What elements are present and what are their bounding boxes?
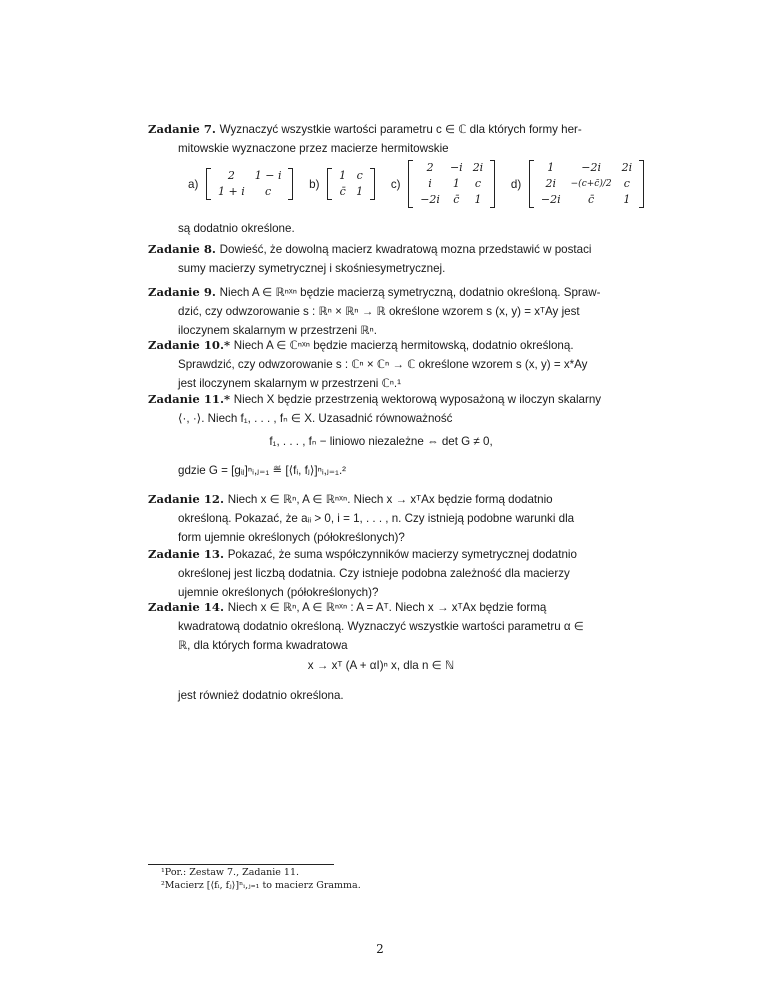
- matrix-cell: c: [356, 169, 363, 182]
- problem-12-line2: określoną. Pokazać, że aᵢᵢ > 0, i = 1, . . . , n. Czy istnieją podobne warunki dla: [178, 512, 575, 525]
- matrix-cell: −2i: [540, 193, 561, 206]
- page-number: 2: [376, 942, 384, 956]
- problem-14-line2: kwadratową dodatnio określoną. Wyznaczyć wszystkie wartości parametru α ∈: [178, 620, 584, 633]
- problem-12-heading: Zadanie 12.: [148, 492, 225, 506]
- matrix-cell: c: [623, 177, 630, 190]
- problem-9-line1: Niech A ∈ ℝⁿˣⁿ będzie macierzą symetryczną, dodatnio określoną. Spraw-: [219, 286, 601, 299]
- problem-13: [148, 545, 614, 602]
- matrix-cell: 1 − i: [254, 169, 282, 182]
- matrix-cell: 1 + i: [218, 185, 245, 198]
- matrix-cell: −2i: [420, 193, 440, 206]
- problem-10: [148, 336, 614, 393]
- problem-9: [148, 283, 614, 340]
- problem-11: [148, 390, 614, 428]
- matrix-cell: 2i: [472, 161, 484, 174]
- problem-7-closing: [148, 219, 614, 238]
- matrix-c-label: c): [390, 177, 401, 191]
- matrix-cell: c̄: [588, 193, 595, 206]
- problem-11-heading: Zadanie 11.*: [148, 392, 231, 406]
- problem-12: [148, 490, 614, 547]
- problem-9-line3: iloczynem skalarnym w przestrzeni ℝⁿ.: [178, 324, 377, 337]
- problem-14-display-text: x → xᵀ (A + αI)ⁿ x, dla n ∈ ℕ: [307, 659, 455, 672]
- problem-11-line1: Niech X będzie przestrzenią wektorową wyposażoną w iloczyn skalarny: [233, 393, 602, 406]
- problem-11-line2: ⟨·, ·⟩. Niech f₁, . . . , fₙ ∈ X. Uzasadnić równoważność: [178, 412, 453, 425]
- problem-13-line1: Pokazać, że suma współczynników macierzy symetrycznej dodatnio: [227, 548, 577, 561]
- matrix-a: [188, 168, 293, 200]
- matrix-cell: c: [265, 185, 272, 198]
- matrix-d: [511, 160, 644, 208]
- problem-14-line1: Niech x ∈ ℝⁿ, A ∈ ℝⁿˣⁿ : A = Aᵀ. Niech x → xᵀAx będzie formą: [227, 601, 547, 614]
- matrix-cell: 2: [227, 169, 235, 182]
- problem-14-closing-text: jest również dodatnio określona.: [178, 689, 344, 702]
- matrix-cell: c̄: [339, 185, 346, 198]
- problem-13-line2: określonej jest liczbą dodatnia. Czy istnieje podobna zależność dla macierzy: [178, 567, 570, 580]
- problem-10-line3: jest iloczynem skalarnym w przestrzeni ℂⁿ.¹: [178, 377, 401, 390]
- problem-11-display: [148, 432, 614, 451]
- problem-14-heading: Zadanie 14.: [148, 600, 225, 614]
- matrix-cell: 1: [339, 169, 347, 182]
- problem-14-display: [148, 656, 614, 675]
- problem-13-heading: Zadanie 13.: [148, 547, 225, 561]
- matrix-cell: 1: [452, 177, 460, 190]
- problem-8-line2: sumy macierzy symetrycznej i skośniesymetrycznej.: [178, 262, 446, 275]
- problem-7-heading: Zadanie 7.: [148, 122, 216, 136]
- problem-14: [148, 598, 614, 655]
- matrix-cell: i: [428, 177, 432, 190]
- problem-14-line3: ℝ, dla których forma kwadratowa: [178, 639, 348, 652]
- matrix-cell: 2: [426, 161, 434, 174]
- problem-8-heading: Zadanie 8.: [148, 242, 216, 256]
- problem-13-line3: ujemnie określonych (półokreślonych)?: [178, 586, 379, 599]
- problem-12-line1: Niech x ∈ ℝⁿ, A ∈ ℝⁿˣⁿ. Niech x → xᵀAx będzie formą dodatnio: [227, 493, 553, 506]
- problem-10-heading: Zadanie 10.*: [148, 338, 231, 352]
- matrix-b: [309, 168, 375, 200]
- problem-12-line3: form ujemnie określonych (półokreślonych)?: [178, 531, 405, 544]
- problem-7-line2: mitowskie wyznaczone przez macierze hermitowskie: [178, 142, 449, 155]
- matrix-a-label: a): [188, 177, 199, 191]
- footnote-rule: [148, 864, 334, 865]
- problem-7: [148, 120, 614, 158]
- matrix-cell: 1: [356, 185, 364, 198]
- problem-11-where-text: gdzie G = [gᵢⱼ]ⁿᵢ,ⱼ₌₁ ≝ [⟨fᵢ, fⱼ⟩]ⁿᵢ,ⱼ₌₁.²: [178, 464, 347, 477]
- problem-7-closing-text: są dodatnio określone.: [178, 222, 295, 235]
- problem-7-line1: Wyznaczyć wszystkie wartości parametru c ∈ ℂ dla których formy her-: [219, 123, 582, 136]
- problem-11-display-text: f₁, . . . , fₙ − liniowo niezależne ⇔ det G ≠ 0,: [269, 435, 493, 448]
- problem-8: [148, 240, 614, 278]
- matrix-cell: 1: [474, 193, 482, 206]
- matrix-b-label: b): [309, 177, 320, 191]
- problem-11-where: [148, 461, 614, 480]
- matrix-d-label: d): [510, 177, 522, 191]
- matrix-cell: c̄: [453, 193, 460, 206]
- problem-9-heading: Zadanie 9.: [148, 285, 216, 299]
- footnote-2: ²Macierz [⟨fᵢ, fⱼ⟩]ⁿᵢ,ⱼ₌₁ to macierz Gramma.: [161, 880, 361, 891]
- matrix-cell: −2i: [581, 161, 601, 174]
- matrix-cell: c: [474, 177, 482, 190]
- matrix-row: [188, 160, 656, 208]
- matrix-cell: −i: [449, 161, 463, 174]
- problem-10-line1: Niech A ∈ ℂⁿˣⁿ będzie macierzą hermitowską, dodatnio określoną.: [233, 339, 574, 352]
- problem-8-line1: Dowieść, że dowolną macierz kwadratową mozna przedstawić w postaci: [219, 243, 592, 256]
- matrix-cell: 1: [623, 193, 631, 206]
- matrix-cell: 2i: [621, 161, 633, 174]
- problem-10-line2: Sprawdzić, czy odwzorowanie s : ℂⁿ × ℂⁿ → ℂ określone wzorem s (x, y) = x*Ay: [178, 358, 588, 371]
- matrix-cell: −(c+c̄)/2: [570, 179, 612, 189]
- matrix-cell: 2i: [545, 177, 557, 190]
- footnote-1: ¹Por.: Zestaw 7., Zadanie 11.: [161, 867, 300, 878]
- problem-14-closing: [148, 686, 614, 705]
- matrix-c: [391, 160, 495, 208]
- matrix-cell: 1: [547, 161, 555, 174]
- problem-9-line2: dzić, czy odwzorowanie s : ℝⁿ × ℝⁿ → ℝ określone wzorem s (x, y) = xᵀAy jest: [178, 305, 580, 318]
